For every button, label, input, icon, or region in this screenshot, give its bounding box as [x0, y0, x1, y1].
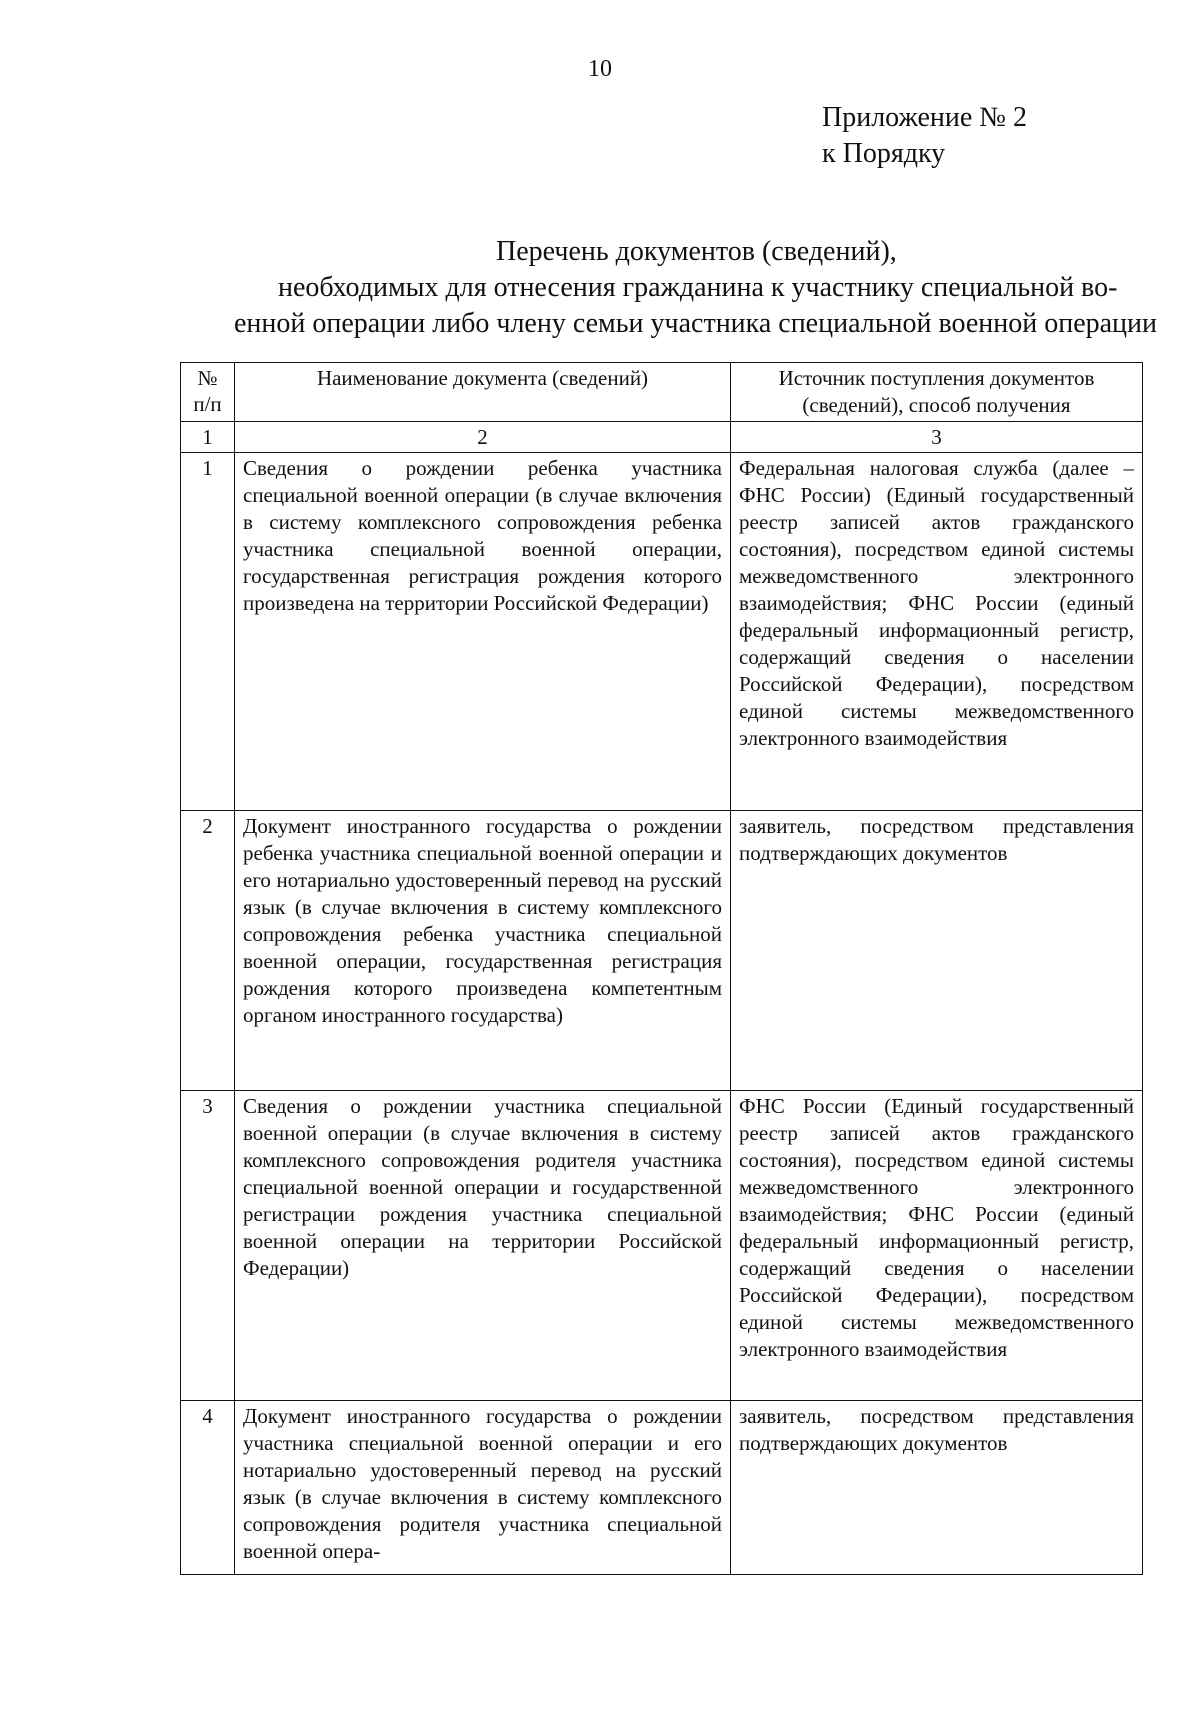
appendix-reference — [822, 100, 1027, 172]
appendix-line-1: Приложение № 2 — [822, 102, 1027, 133]
row-number: 3 — [181, 1091, 235, 1401]
documents-table — [180, 362, 1143, 1575]
document-title — [234, 234, 1158, 342]
header-document-name: Наименование документа (сведений) — [235, 363, 731, 422]
row-number: 2 — [181, 811, 235, 1091]
row-source: Федеральная налоговая служба (далее – ФНС России) (Единый государственный реестр записей актов гражданского состояния), посредством единой системы межведомственного электронного взаимодействия; ФНС России (единый федеральный информационный регистр, содержащий сведения о населении Российской Федерации), посредством единой системы межведомственного электронного взаимодействия — [731, 453, 1143, 811]
page-number: 10 — [588, 56, 612, 82]
table-header-row — [181, 363, 1143, 422]
column-index-3: 3 — [731, 422, 1143, 453]
row-source: заявитель, посредством представления подтверждающих документов — [731, 1401, 1143, 1575]
header-number: № п/п — [181, 363, 235, 422]
table-row — [181, 1091, 1143, 1401]
appendix-line-2: к Порядку — [822, 138, 946, 169]
title-line-3: енной операции либо члену семьи участника специальной военной операции — [234, 308, 1158, 339]
row-number: 4 — [181, 1401, 235, 1575]
header-source: Источник поступления документов (сведений), способ получения — [731, 363, 1143, 422]
row-document-name: Документ иностранного государства о рождении ребенка участника специальной военной операции и его нотариально удостоверенный перевод на русский язык (в случае включения в систему комплексного сопровождения ребенка участника специальной военной операции, государственная регистрация рождения которого произведена компетентным органом иностранного государства) — [235, 811, 731, 1091]
row-document-name: Документ иностранного государства о рождении участника специальной военной операции и его нотариально удостоверенный перевод на русский язык (в случае включения в систему комплексного сопровождения родителя участника специальной военной опера- — [235, 1401, 731, 1575]
title-line-2: необходимых для отнесения гражданина к участнику специальной во- — [278, 272, 1118, 303]
title-line-1: Перечень документов (сведений), — [496, 236, 897, 267]
row-document-name: Сведения о рождении участника специальной военной операции (в случае включения в систему комплексного сопровождения родителя участника специальной военной операции и государственной регистрации рождения участника специальной военной операции на территории Российской Федерации) — [235, 1091, 731, 1401]
column-index-2: 2 — [235, 422, 731, 453]
row-document-name: Сведения о рождении ребенка участника специальной военной операции (в случае включения в систему комплексного сопровождения ребенка участника специальной военной операции, государственная регистрация рождения которого произведена на территории Российской Федерации) — [235, 453, 731, 811]
table-row — [181, 811, 1143, 1091]
column-index-row — [181, 422, 1143, 453]
row-number: 1 — [181, 453, 235, 811]
row-source: ФНС России (Единый государственный реестр записей актов гражданского состояния), посредством единой системы межведомственного электронного взаимодействия; ФНС России (единый федеральный информационный регистр, содержащий сведения о населении Российской Федерации), посредством единой системы межведомственного электронного взаимодействия — [731, 1091, 1143, 1401]
row-source: заявитель, посредством представления подтверждающих документов — [731, 811, 1143, 1091]
table-row — [181, 453, 1143, 811]
column-index-1: 1 — [181, 422, 235, 453]
table-row — [181, 1401, 1143, 1575]
